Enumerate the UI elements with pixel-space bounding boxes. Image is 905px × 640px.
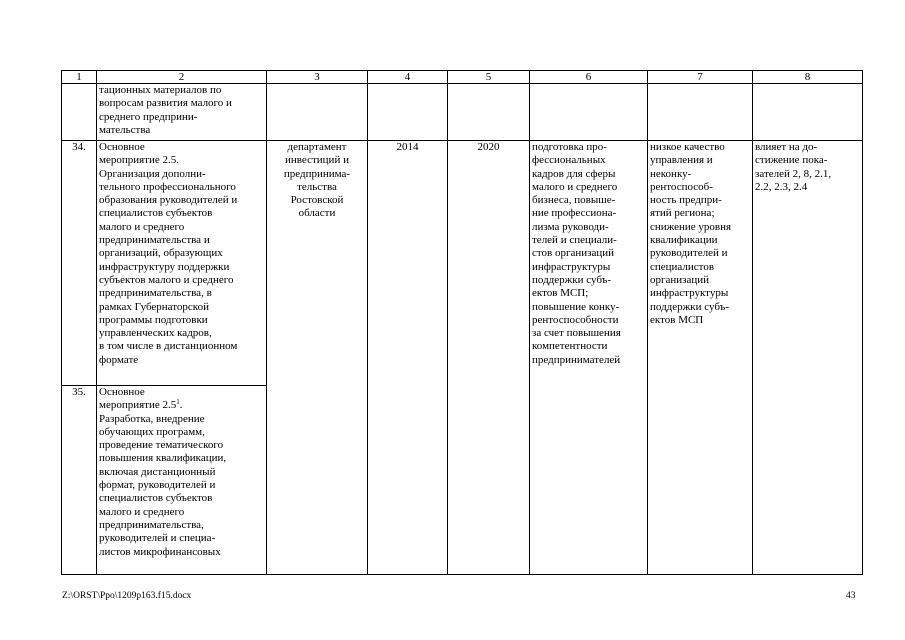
cell-empty [753, 84, 863, 141]
column-number-4: 4 [368, 71, 448, 84]
title-superscript: 1 [176, 398, 180, 407]
activity-title [97, 386, 267, 575]
column-number-6: 6 [530, 71, 648, 84]
column-number-3: 3 [267, 71, 368, 84]
table-row-34 [62, 141, 863, 386]
executor-cell: департамент инвестиций и предпринима- тельства Ростовской области [267, 141, 368, 575]
column-number-8: 8 [753, 71, 863, 84]
column-number-2: 2 [97, 71, 267, 84]
column-number-1: 1 [62, 71, 97, 84]
cell-empty [530, 84, 648, 141]
start-year-cell: 2014 [368, 141, 448, 575]
row-number: 34. [62, 141, 97, 386]
continued-activity-text: тационных материалов по вопросам развития малого и среднего предприни- мательства [97, 84, 267, 141]
cell-empty [368, 84, 448, 141]
end-year-cell: 2020 [448, 141, 530, 575]
indicator-link-cell: влияет на до- стижение пока- зателей 2, 8, 2.1, 2.2, 2.3, 2.4 [753, 141, 863, 575]
cell-empty [648, 84, 753, 141]
cell-empty [62, 84, 97, 141]
title-rest: Разработка, внедрение обучающих программ, проведение тематического повышения квалификации, включая дистанционный формат, руководителей и специалистов субъектов малого и среднего предпринимательства, руководителей и специа- листов микрофинансовых [99, 412, 227, 558]
title-line-2-suffix: . [179, 399, 183, 412]
cell-empty [267, 84, 368, 141]
consequences-cell: низкое качество управления и неконку- рентоспособ- ность предпри- ятий региона; снижение уровня квалификации руководителей и специалистов организаций инфраструктуры поддержки субъ- ектов МСП [648, 141, 753, 575]
title-line-1: Основное [99, 386, 145, 398]
cell-empty [448, 84, 530, 141]
column-number-7: 7 [648, 71, 753, 84]
expected-result-cell: подготовка про- фессиональных кадров для сферы малого и среднего бизнеса, повыше- ние профессиона- лизма руководи- телей и специали- стов организаций инфраструктуры поддержки субъ- ектов МСП; повышение конку- рентоспособности за счет повышения компетентности предпринимателей [530, 141, 648, 575]
footer-page-number: 43 [846, 591, 856, 601]
footer-file-path: Z:\ORST\Ppo\1209p163.f15.docx [62, 591, 192, 601]
column-number-row [62, 71, 863, 84]
title-line-2-prefix: мероприятие 2.5 [99, 399, 177, 412]
row-number: 35. [62, 386, 97, 575]
program-activities-table [61, 70, 863, 575]
column-number-5: 5 [448, 71, 530, 84]
table-row-continued [62, 84, 863, 141]
activity-title: Основное мероприятие 2.5. Организация дополни- тельного профессионального образования руководителей и специалистов субъектов малого и среднего предпринимательства и организаций, образующих инфраструктуру поддержки субъектов малого и среднего предпринимательства, в рамках Губернаторской программы подготовки управленческих кадров, в том числе в дистанционном формате [97, 141, 267, 386]
